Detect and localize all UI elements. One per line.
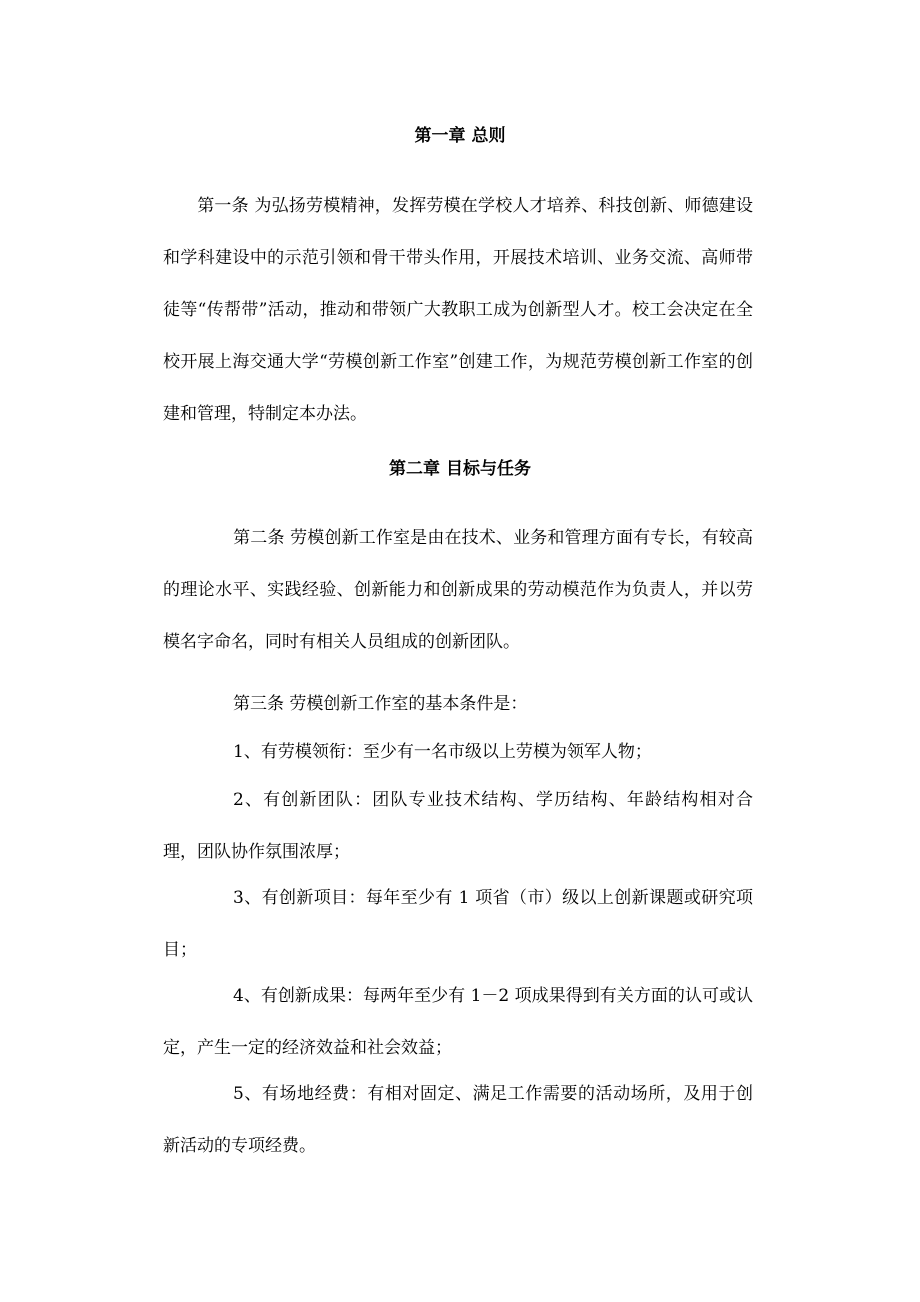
article-3-paragraph <box>163 678 753 730</box>
condition-4-paragraph <box>163 970 753 1074</box>
article-2-paragraph <box>163 512 753 668</box>
article-1-paragraph <box>163 180 753 440</box>
condition-5-paragraph <box>163 1068 753 1172</box>
chapter-2-title: 第二章 目标与任务 <box>389 459 531 479</box>
condition-1-text: 1、有劳模领衔：至少有一名市级以上劳模为领军人物； <box>233 742 652 762</box>
article-3-text: 第三条 劳模创新工作室的基本条件是： <box>233 694 528 714</box>
condition-4-text: 4、有创新成果：每两年至少有 1－2 项成果得到有关方面的认可或认定，产生一定的经济效益和社会效益； <box>163 986 753 1058</box>
condition-3-paragraph <box>163 872 753 976</box>
article-2-text: 第二条 劳模创新工作室是由在技术、业务和管理方面有专长，有较高的理论水平、实践经验、创新能力和创新成果的劳动模范作为负责人，并以劳模名字命名，同时有相关人员组成的创新团队。 <box>163 528 753 652</box>
condition-1-paragraph <box>163 726 753 778</box>
condition-3-text: 3、有创新项目：每年至少有 1 项省（市）级以上创新课题或研究项目； <box>163 888 753 960</box>
chapter-1-title: 第一章 总则 <box>414 126 506 146</box>
condition-5-text: 5、有场地经费：有相对固定、满足工作需要的活动场所，及用于创新活动的专项经费。 <box>163 1084 753 1156</box>
article-1-text: 第一条 为弘扬劳模精神，发挥劳模在学校人才培养、科技创新、师德建设和学科建设中的示范引领和骨干带头作用，开展技术培训、业务交流、高师带徒等“传帮带”活动，推动和带领广大教职工成为创新型人才。校工会决定在全校开展上海交通大学“劳模创新工作室”创建工作，为规范劳模创新工作室的创建和管理，特制定本办法。 <box>163 196 753 424</box>
condition-2-paragraph <box>163 774 753 878</box>
condition-2-text: 2、有创新团队：团队专业技术结构、学历结构、年龄结构相对合理，团队协作氛围浓厚； <box>163 790 753 862</box>
